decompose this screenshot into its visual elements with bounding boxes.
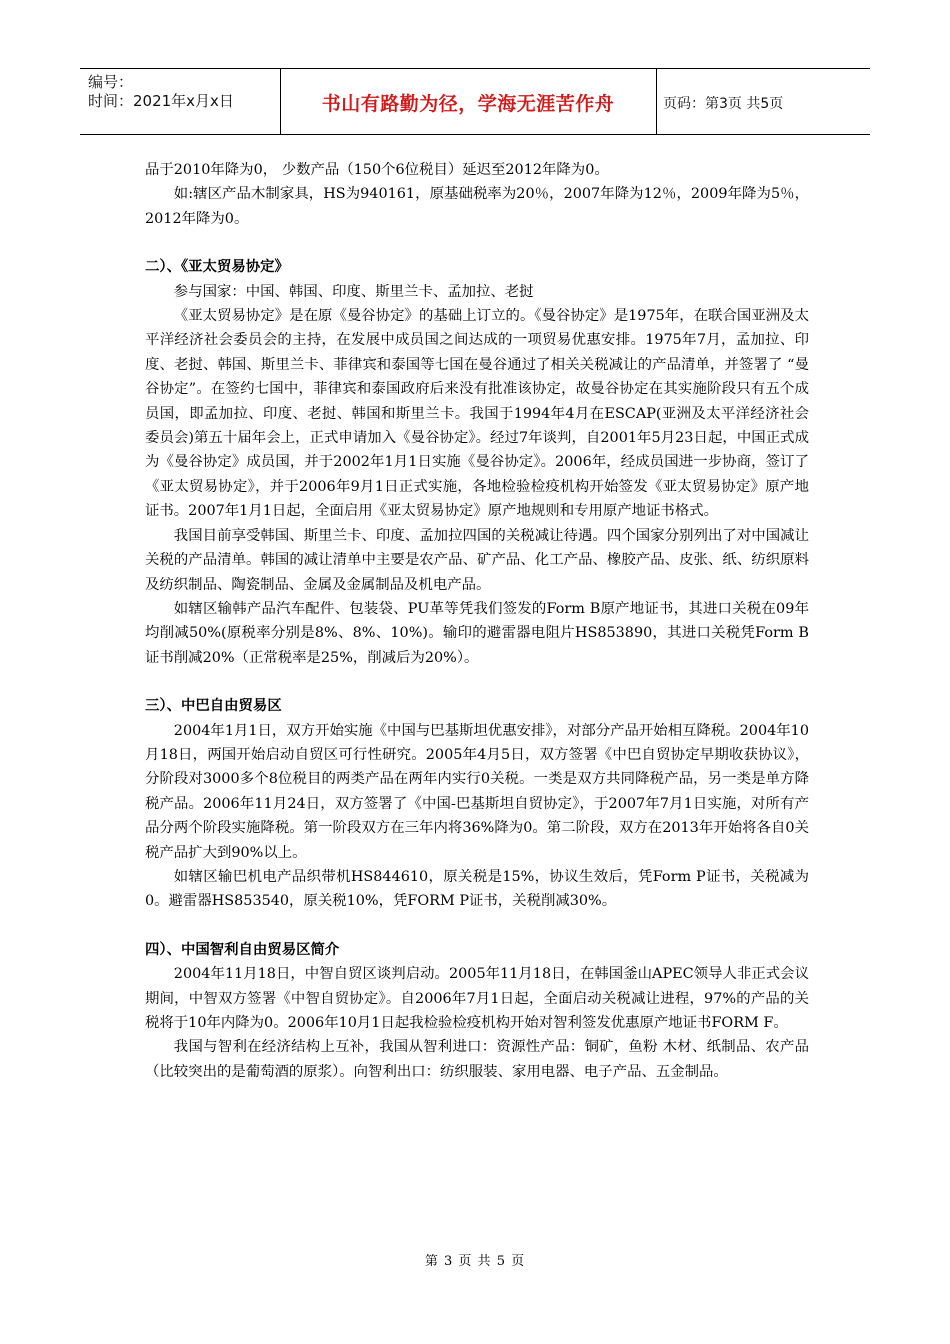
paragraph: 2004年11月18日，中智自贸区谈判启动。2005年11月18日，在韩国釜山APEC领导人非正式会议期间，中智双方签署《中智自贸协定》。自2006年7月1日起，全面启动关税减让进程，97%的产品的关税将于10年内降为0。2006年10月1日起我检验检疫机构开始对智利签发优惠原产地证书FORM F。: [145, 966, 809, 1031]
paragraph: 我国目前享受韩国、斯里兰卡、印度、孟加拉四国的关税减让待遇。四个国家分别列出了对中国减让关税的产品清单。韩国的减让清单中主要是农产品、矿产品、化工产品、橡胶产品、皮张、纸、纺织原料及纺织制品、陶瓷制品、金属及金属制品及机电产品。: [145, 527, 809, 593]
paragraph: 参与国家：中国、韩国、印度、斯里兰卡、孟加拉、老挝: [173, 283, 534, 300]
paragraph: 《亚太贸易协定》是在原《曼谷协定》的基础上订立的。《曼谷协定》是1975年，在联合国亚洲及太平洋经济社会委员会的主持，在发展中成员国之间达成的一项贸易优惠安排。1975年7月，孟加拉、印度、老挝、韩国、斯里兰卡、菲律宾和泰国等七国在曼谷通过了相关关税减让的产品清单，并签署了 “曼谷协定”。在签约七国中，菲律宾和泰国政府后来没有批准该协定，故曼谷协定在其实施阶段只有五个成员国，即孟加拉、印度、老挝、韩国和斯里兰卡。我国于1994年4月在ESCAP(亚洲及太平洋经济社会委员会)第五十届年会上，正式申请加入《曼谷协定》。经过7年谈判，自2001年5月23日起，中国正式成为《曼谷协定》成员国，并于2002年1月1日实施《曼谷协定》。2006年，经成员国进一步协商，签订了《亚太贸易协定》，并于2006年9月1日正式实施，各地检验检疫机构开始签发《亚太贸易协定》原产地证书。2007年1月1日起，全面启用《亚太贸易协定》原产地规则和专用原产地证书格式。: [145, 308, 809, 520]
paragraph: 如辖区输韩产品汽车配件、包装袋、PU革等凭我们签发的Form B原产地证书，其进口关税在09年均削减50%(原税率分别是8%、8%、10%)。输印的避雷器电阻片HS853890，其进口关税凭Form B证书削减20%（正常税率是25%，削减后为20%）。: [145, 600, 809, 666]
header-divider: [656, 69, 657, 134]
paragraph: 如:辖区产品木制家具，HS为940161，原基础税率为20％，2007年降为12％，2009年降为5％，2012年降为0。: [145, 186, 809, 227]
paragraph: 2004年1月1日，双方开始实施《中国与巴基斯坦优惠安排》，对部分产品开始相互降税。2004年10月18日，两国开始启动自贸区可行性研究。2005年4月5日，双方签署《中巴自贸协定早期收获协议》，分阶段对3000多个8位税目的两类产品在两年内实行0关税。一类是双方共同降税产品，另一类是单方降税产品。2006年11月24日，双方签署了《中国-巴基斯坦自贸协定》，于2007年7月1日实施，对所有产品分两个阶段实施降税。第一阶段双方在三年内将36%降为0。第二阶段，双方在2013年开始将各自0关税产品扩大到90%以上。: [145, 722, 809, 861]
section-heading: 二）、《亚太贸易协定》: [145, 259, 289, 276]
paragraph: 品于2010年降为0， 少数产品（150个6位税目）延迟至2012年降为0。: [145, 162, 609, 178]
paragraph: 如辖区输巴机电产品织带机HS844610，原关税是15%，协议生效后，凭Form P证书，关税减为0。避雷器HS853540，原关税10%，凭FORM P证书，关税削减30%。: [145, 868, 809, 910]
paragraph: 我国与智利在经济结构上互补，我国从智利进口：资源性产品：铜矿，鱼粉 木材、纸制品、农产品（比较突出的是葡萄酒的原浆）。向智利出口：纺织服装、家用电器、电子产品、五金制品。: [145, 1039, 809, 1080]
document-body: [145, 158, 809, 1084]
page-footer: 第 3 页 共 5 页: [424, 1254, 526, 1269]
code-label: 编号：: [88, 73, 134, 91]
date-line: 时间：2021年x月x日: [88, 92, 234, 110]
header-page-info: 页码：第3页 共5页: [663, 96, 784, 112]
page-header: [80, 68, 870, 135]
header-meta: [88, 73, 234, 111]
header-motto: 书山有路勤为径，学海无涯苦作舟: [321, 93, 615, 115]
section-heading: 四）、中国智利自由贸易区简介: [145, 941, 340, 958]
section-heading: 三）、中巴自由贸易区: [145, 698, 282, 715]
